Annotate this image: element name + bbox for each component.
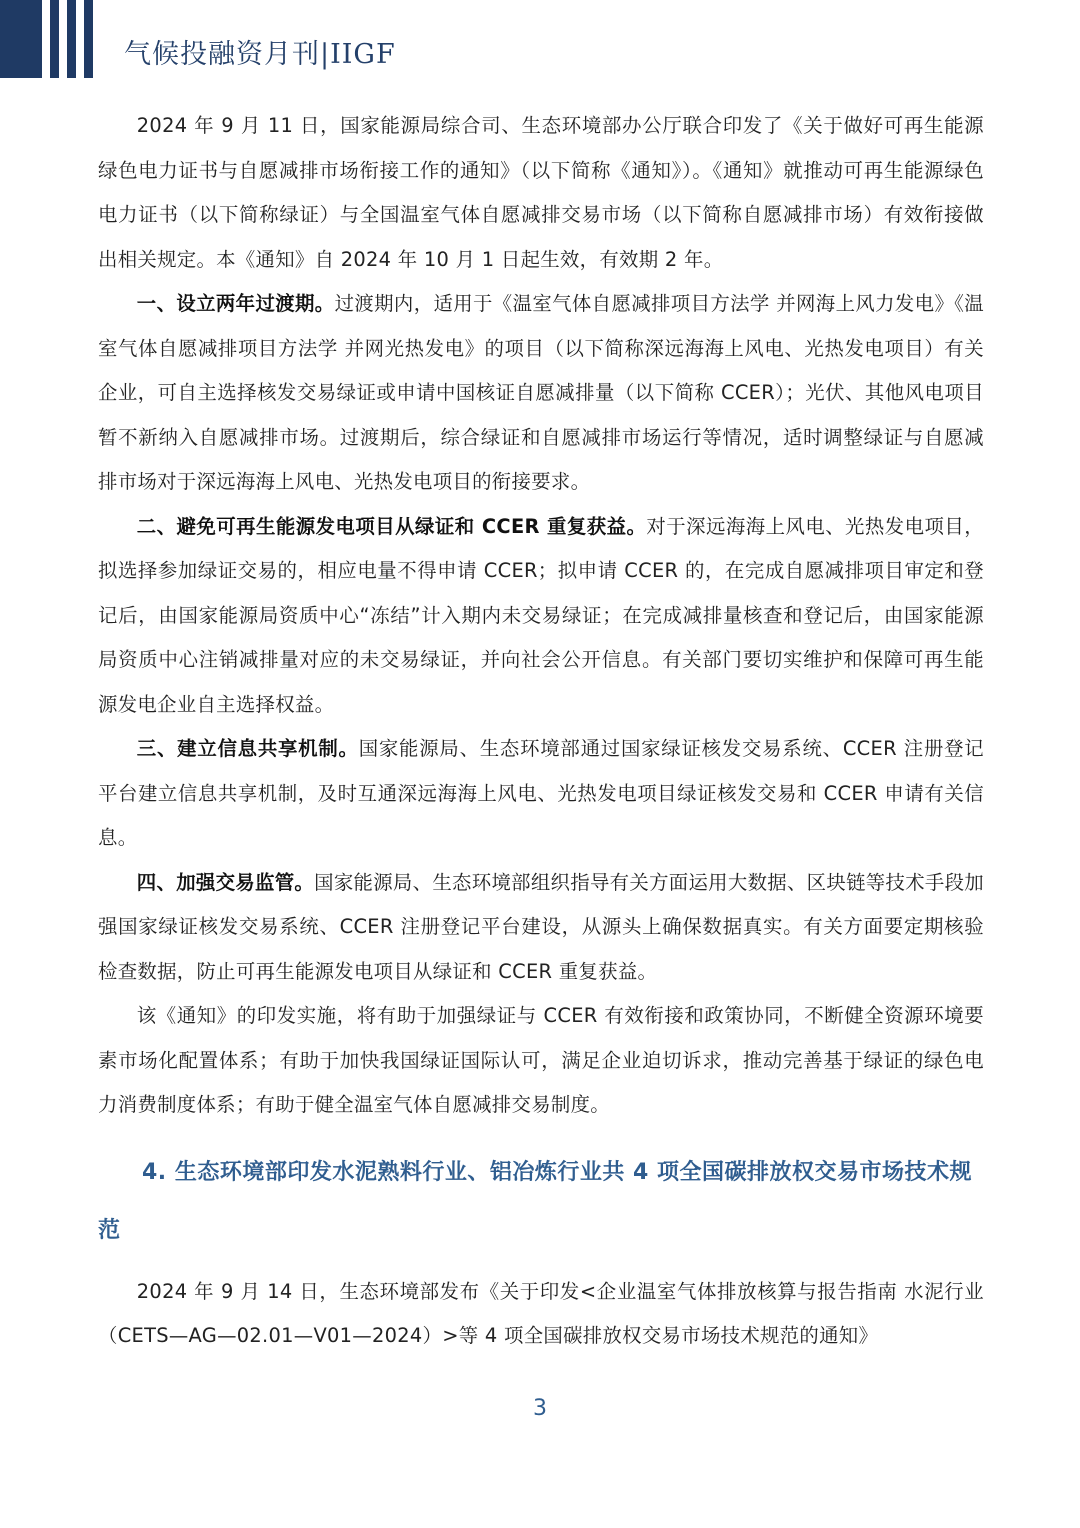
paragraph-conclusion: 该《通知》的印发实施，将有助于加强绿证与 CCER 有效衔接和政策协同，不断健全资源环境要素市场化配置体系；有助于加快我国绿证国际认可，满足企业迫切诉求，推动完善基于绿证的绿色电力消费制度体系；有助于健全温室气体自愿减排交易制度。 [98, 1004, 984, 1116]
paragraph-lead: 四、加强交易监管。 [136, 870, 315, 894]
logo-bar-1 [50, 0, 59, 78]
article-content [98, 104, 984, 1359]
paragraph-supervision [98, 861, 984, 995]
paragraph-body: 对于深远海海上风电、光热发电项目，拟选择参加绿证交易的，相应电量不得申请 CCER；拟申请 CCER 的，在完成自愿减排项目审定和登记后，由国家能源局资质中心“冻结”计入期内未交易绿证；在完成减排量核查和登记后，由国家能源局资质中心注销减排量对应的未交易绿证，并向社会公开信息。有关部门要切实维护和保障可再生能源发电企业自主选择权益。 [98, 514, 984, 716]
paragraph-body: 国家能源局、生态环境部通过国家绿证核发交易系统、CCER 注册登记平台建立信息共享机制，及时互通深远海海上风电、光热发电项目绿证核发交易和 CCER 申请有关信息。 [98, 737, 984, 849]
paragraph-body: 国家能源局、生态环境部组织指导有关方面运用大数据、区块链等技术手段加强国家绿证核发交易系统、CCER 注册登记平台建设，从源头上确保数据真实。有关方面要定期核验检查数据，防止可再生能源发电项目从绿证和 CCER 重复获益。 [98, 870, 984, 983]
monthly-logo [0, 0, 110, 78]
paragraph-lead: 一、设立两年过渡期。 [136, 292, 335, 315]
logo-block [0, 0, 42, 78]
logo-bar-2 [67, 0, 76, 78]
logo-bar-3 [84, 0, 93, 78]
header-title: 气候投融资月刊|IIGF [124, 39, 396, 70]
paragraph-avoid-double-benefit [98, 505, 984, 728]
paragraph-lead: 三、建立信息共享机制。 [136, 737, 359, 760]
paragraph-lead: 二、避免可再生能源发电项目从绿证和 CCER 重复获益。 [136, 514, 647, 538]
paragraph-info-sharing [98, 727, 984, 861]
section-heading: 4. 生态环境部印发水泥熟料行业、铝冶炼行业共 4 项全国碳排放权交易市场技术规范 [98, 1159, 972, 1243]
paragraph-section4-intro: 2024 年 9 月 14 日，生态环境部发布《关于印发<企业温室气体排放核算与报告指南 水泥行业（CETS—AG—02.01—V01—2024）>等 4 项全国碳排放权交易市场技术规范的通知》 [98, 1279, 984, 1347]
page-number: 3 [533, 1396, 547, 1421]
paragraph-body: 过渡期内，适用于《温室气体自愿减排项目方法学 并网海上风力发电》《温室气体自愿减排项目方法学 并网光热发电》的项目（以下简称深远海海上风电、光热发电项目）有关企业，可自主选择核发交易绿证或申请中国核证自愿减排量（以下简称 CCER）；光伏、其他风电项目暂不新纳入自愿减排市场。过渡期后，综合绿证和自愿减排市场运行等情况，适时调整绿证与自愿减排市场对于深远海海上风电、光热发电项目的衔接要求。 [98, 292, 984, 493]
paragraph-intro: 2024 年 9 月 11 日，国家能源局综合司、生态环境部办公厅联合印发了《关于做好可再生能源绿色电力证书与自愿减排市场衔接工作的通知》（以下简称《通知》）。《通知》就推动可再生能源绿色电力证书（以下简称绿证）与全国温室气体自愿减排交易市场（以下简称自愿减排市场）有效衔接做出相关规定。本《通知》自 2024 年 10 月 1 日起生效，有效期 2 年。 [98, 114, 984, 271]
paragraph-transition-period [98, 282, 984, 505]
